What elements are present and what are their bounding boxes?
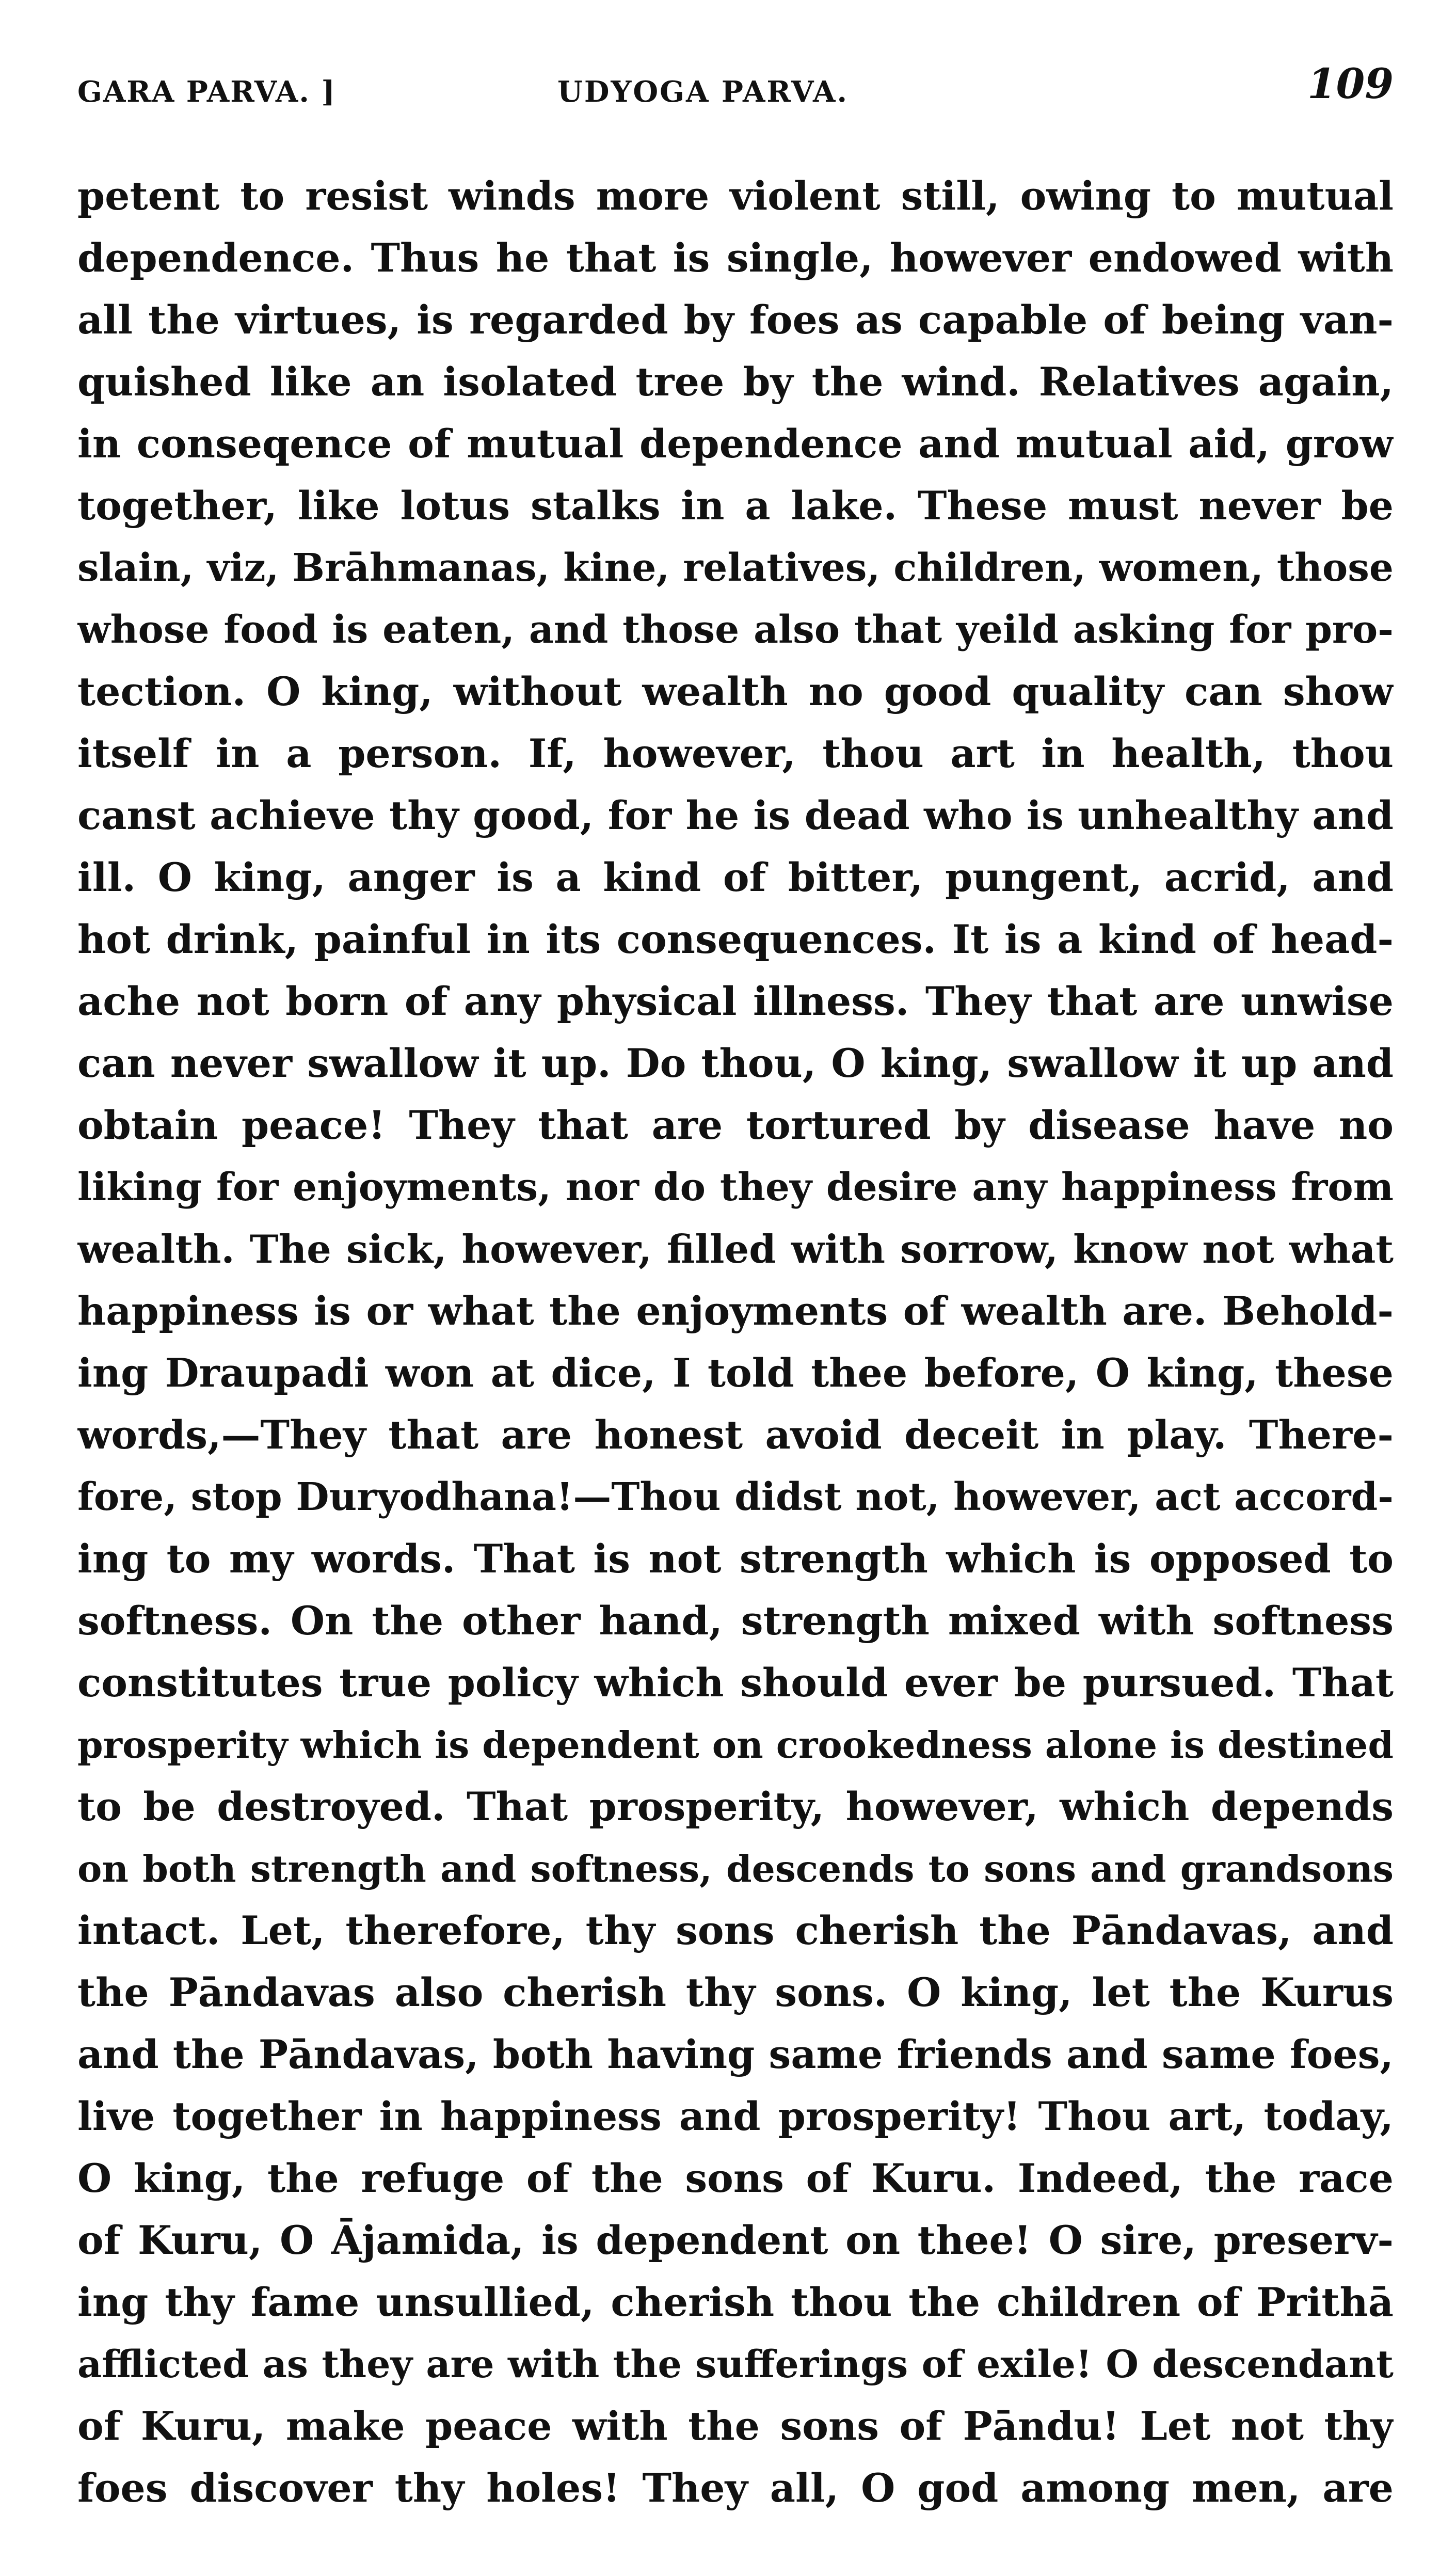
text-line: canst achieve thy good, for he is dead who is unhealthy and [77,792,1394,838]
body-text [77,165,1394,2519]
text-line: the Pāndavas also cherish thy sons. O king, let the Kurus [77,1969,1394,2015]
text-line: to be destroyed. That prosperity, however, which depends [77,1784,1394,1830]
text-line: in conseqence of mutual dependence and mutual aid, grow [77,421,1394,467]
text-line: live together in happiness and prosperity! Thou art, today, [77,2093,1394,2139]
text-line: afflicted as they are with the sufferings of exile! O descendant [77,2342,1394,2387]
text-line: ing to my words. That is not strength which is opposed to [77,1536,1394,1582]
text-line: tection. O king, without wealth no good quality can show [77,669,1394,714]
text-line: of Kuru, make peace with the sons of Pāndu! Let not thy [77,2403,1394,2449]
text-line: ache not born of any physical illness. They that are unwise [77,978,1394,1024]
text-line: itself in a person. If, however, thou art in health, thou [77,730,1394,776]
text-line: fore, stop Duryodhana!—Thou didst not, however, act accord- [77,1475,1394,1519]
text-line: obtain peace! They that are tortured by disease have no [77,1102,1394,1148]
text-line: and the Pāndavas, both having same friends and same foes, [77,2031,1394,2077]
text-line: quished like an isolated tree by the wind. Relatives again, [77,359,1394,405]
book-title: UDYOGA PARVA. [557,75,849,109]
text-line: can never swallow it up. Do thou, O king, swallow it up and [77,1040,1394,1086]
text-line: wealth. The sick, however, filled with sorrow, know not what [77,1227,1394,1272]
text-line: dependence. Thus he that is single, however endowed with [77,235,1394,281]
running-head [77,59,1394,116]
text-line: on both strength and softness, descends to sons and grandsons [77,1847,1394,1890]
text-line: together, like lotus stalks in a lake. These must never be [77,483,1394,529]
text-line: constitutes true policy which should ever be pursued. That [77,1660,1394,1706]
section-title: GARA PARVA. ] [77,75,336,109]
text-line: happiness is or what the enjoyments of wealth are. Behold- [77,1288,1394,1334]
text-line: foes discover thy holes! They all, O god among men, are [77,2465,1394,2511]
text-line: softness. On the other hand, strength mixed with softness [77,1598,1394,1644]
text-line: all the virtues, is regarded by foes as capable of being van- [77,297,1394,343]
text-line: prosperity which is dependent on crookedness alone is destined [77,1723,1394,1767]
text-line: O king, the refuge of the sons of Kuru. Indeed, the race [77,2155,1394,2201]
text-line: slain, viz, Brāhmanas, kine, relatives, children, women, those [77,546,1394,590]
text-line: petent to resist winds more violent still, owing to mutual [77,173,1394,219]
text-line: words,—They that are honest avoid deceit in play. There- [77,1412,1394,1458]
text-line: intact. Let, therefore, thy sons cherish the Pāndavas, and [77,1907,1394,1953]
page-number: 109 [1307,59,1394,108]
text-line: of Kuru, O Ājamida, is dependent on thee! O sire, preserv- [77,2217,1394,2263]
text-line: ing Draupadi won at dice, I told thee before, O king, these [77,1350,1394,1396]
text-line: hot drink, painful in its consequences. It is a kind of head- [77,916,1394,962]
text-line: liking for enjoyments, nor do they desire any happiness from [77,1165,1394,1210]
text-line: whose food is eaten, and those also that yeild asking for pro- [77,608,1394,652]
text-line: ill. O king, anger is a kind of bitter, pungent, acrid, and [77,854,1394,900]
text-line: ing thy fame unsullied, cherish thou the children of Prithā [77,2279,1394,2325]
